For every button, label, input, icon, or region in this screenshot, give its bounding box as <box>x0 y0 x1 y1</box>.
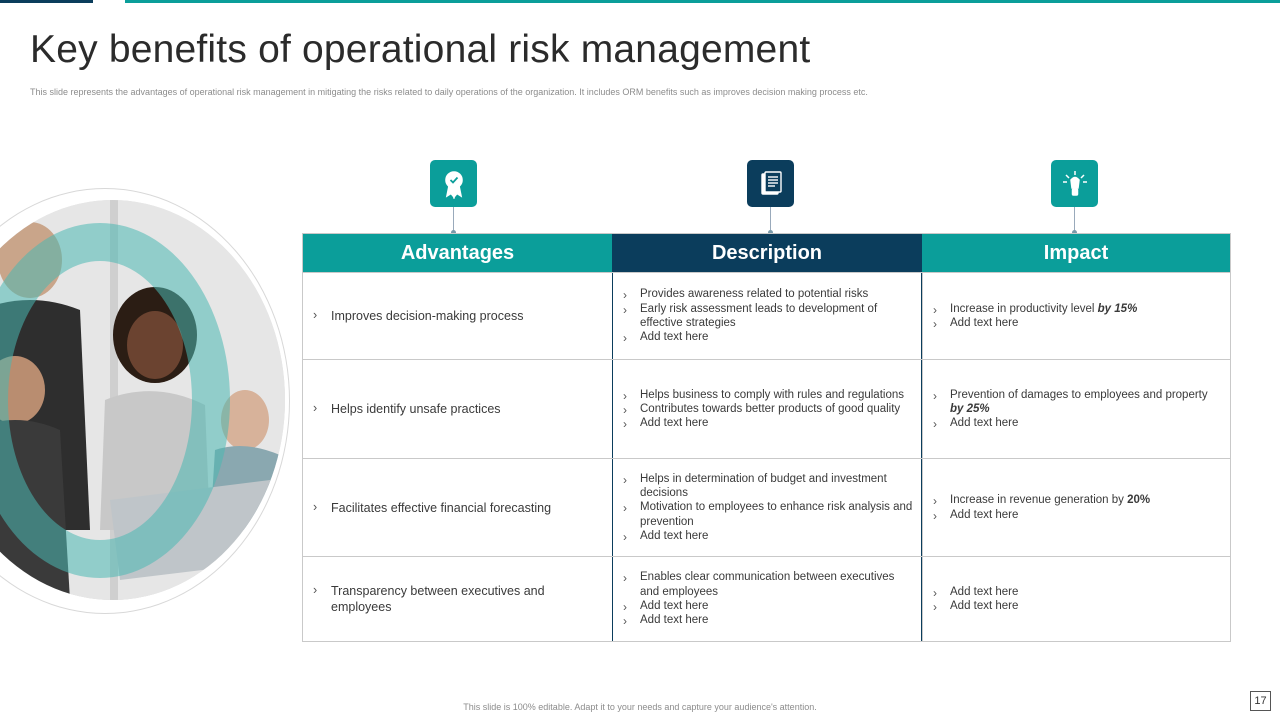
advantage-cell <box>303 557 612 641</box>
description-item: › Early risk assessment leads to development of effective strategies <box>621 302 913 331</box>
advantage-text: Helps identify unsafe practices <box>331 402 501 416</box>
slide-subtitle: This slide represents the advantages of operational risk management in mitigating the risks related to daily operations of the organization. It includes ORM benefits such as improves decision making process etc. <box>30 87 868 97</box>
impact-cell <box>922 557 1230 641</box>
header-advantages: Advantages <box>303 234 612 272</box>
description-cell <box>612 360 922 458</box>
impact-item: › Add text here <box>931 599 1018 613</box>
description-item: › Helps in determination of budget and investment decisions <box>621 472 913 501</box>
description-item: › Motivation to employees to enhance risk analysis and prevention <box>621 500 913 529</box>
impact-item: › Add text here <box>931 416 1222 430</box>
description-item: › Provides awareness related to potential risks <box>621 287 913 301</box>
impact-item: › Add text here <box>931 585 1018 599</box>
description-item: › Add text here <box>621 529 913 543</box>
table-header-row <box>303 234 1230 272</box>
impact-cell <box>922 360 1230 458</box>
impact-cell <box>922 273 1230 359</box>
award-ribbon-icon <box>430 160 477 207</box>
chevron-right-icon: › <box>313 583 318 597</box>
top-accent-bar-navy <box>0 0 93 3</box>
table-row <box>303 556 1230 641</box>
top-accent-bar-teal <box>125 0 1280 3</box>
advantage-text: Improves decision-making process <box>331 309 524 323</box>
advantage-cell <box>303 273 612 359</box>
description-cell <box>612 459 922 556</box>
chevron-right-icon: › <box>313 401 318 415</box>
description-item: › Add text here <box>621 330 913 344</box>
lightbulb-icon <box>1051 160 1098 207</box>
advantage-cell <box>303 360 612 458</box>
impact-item: › Add text here <box>931 508 1150 522</box>
description-item: › Contributes towards better products of good quality <box>621 402 904 416</box>
advantage-cell <box>303 459 612 556</box>
description-item: › Enables clear communication between executives and employees <box>621 570 913 599</box>
table-row <box>303 458 1230 556</box>
description-item: › Add text here <box>621 416 904 430</box>
table-row <box>303 272 1230 359</box>
description-item: › Helps business to comply with rules and regulations <box>621 388 904 402</box>
advantage-text: Transparency between executives and employees <box>331 584 545 614</box>
chevron-right-icon: › <box>313 308 318 322</box>
page-number: 17 <box>1250 691 1271 711</box>
slide-footer: This slide is 100% editable. Adapt it to your needs and capture your audience's attention. <box>463 702 817 712</box>
table-row <box>303 359 1230 458</box>
impact-cell <box>922 459 1230 556</box>
impact-item: › Increase in revenue generation by 20% <box>931 493 1150 507</box>
impact-item: › Add text here <box>931 316 1137 330</box>
document-icon <box>747 160 794 207</box>
slide-title: Key benefits of operational risk management <box>30 28 811 71</box>
impact-item: › Prevention of damages to employees and property by 25% <box>931 388 1222 417</box>
description-cell <box>612 557 922 641</box>
impact-item: › Increase in productivity level by 15% <box>931 302 1137 316</box>
chevron-right-icon: › <box>313 499 318 514</box>
advantage-text: Facilitates effective financial forecasting <box>331 500 552 515</box>
description-item: › Add text here <box>621 613 913 627</box>
description-cell <box>612 273 922 359</box>
description-item: › Add text here <box>621 599 913 613</box>
header-description: Description <box>612 234 922 272</box>
benefits-table <box>302 233 1231 642</box>
header-impact: Impact <box>922 234 1230 272</box>
